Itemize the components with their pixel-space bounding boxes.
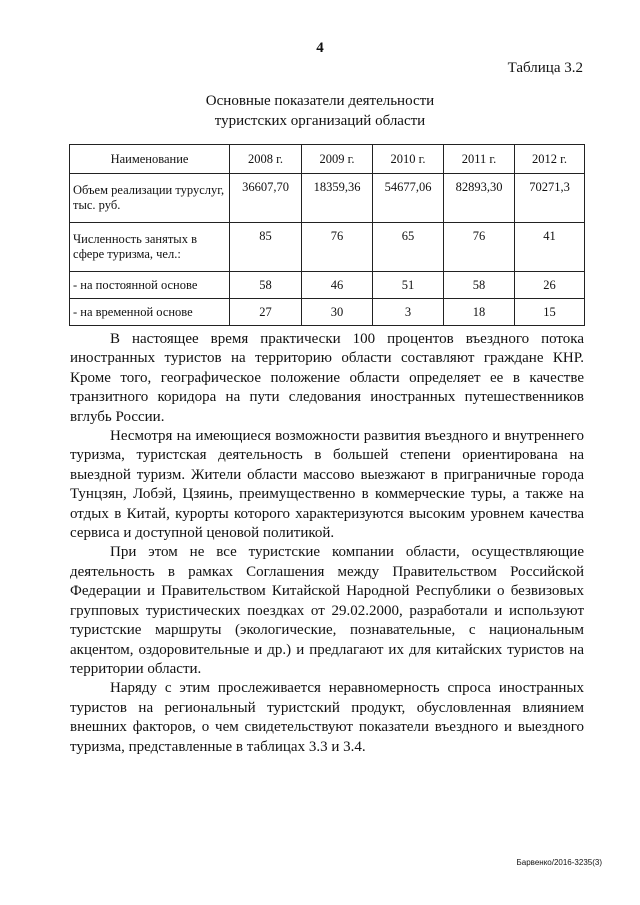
header-2009: 2009 г. — [302, 145, 373, 174]
cell-value: 15 — [515, 299, 585, 326]
cell-value: 46 — [302, 272, 373, 299]
header-2008: 2008 г. — [230, 145, 302, 174]
cell-value: 26 — [515, 272, 585, 299]
table-row — [70, 223, 585, 272]
row-name: Объем реализации туруслуг, тыс. руб. — [70, 174, 230, 223]
cell-value: 76 — [302, 223, 373, 272]
cell-value: 36607,70 — [230, 174, 302, 223]
cell-value: 41 — [515, 223, 585, 272]
table-caption — [0, 91, 640, 131]
indicators-table — [69, 144, 585, 326]
table-label: Таблица 3.2 — [507, 60, 583, 76]
row-name: - на временной основе — [70, 299, 230, 326]
cell-value: 18359,36 — [302, 174, 373, 223]
row-name: - на постоянной основе — [70, 272, 230, 299]
cell-value: 85 — [230, 223, 302, 272]
paragraph: При этом не все туристские компании области, осуществляющие деятельность в рамках Соглашения между Правительством Российской Федерации и Правительством Китайской Народной Республики о безвизовых групповых туристических поездках от 29.02.2000, разработали и используют туристские маршруты (экологические, познавательные, с национальным акцентом, оздоровительные и др.) и предлагают их для китайских туристов на территории области. — [70, 544, 584, 677]
cell-value: 3 — [373, 299, 444, 326]
cell-value: 54677,06 — [373, 174, 444, 223]
cell-value: 76 — [444, 223, 515, 272]
header-2011: 2011 г. — [444, 145, 515, 174]
paragraph: Наряду с этим прослеживается неравномерность спроса иностранных туристов на региональный туристский продукт, обусловленная влиянием внешних факторов, о чем свидетельствуют показатели въездного и выездного туризма, представленные в таблицах 3.3 и 3.4. — [70, 680, 584, 755]
cell-value: 27 — [230, 299, 302, 326]
cell-value: 82893,30 — [444, 174, 515, 223]
cell-value: 51 — [373, 272, 444, 299]
table-row — [70, 272, 585, 299]
cell-value: 58 — [444, 272, 515, 299]
document-code: Барвенко/2016-3235(3) — [516, 858, 602, 867]
header-2012: 2012 г. — [515, 145, 585, 174]
table-row — [70, 299, 585, 326]
table-row — [70, 174, 585, 223]
page-number: 4 — [316, 40, 324, 56]
header-name: Наименование — [70, 145, 230, 174]
cell-value: 58 — [230, 272, 302, 299]
paragraph: Несмотря на имеющиеся возможности развития въездного и внутреннего туризма, туристская деятельность в большей степени ориентирована на выездной туризм. Жители области массово выезжают в приграничные города Тунцзян, Лобэй, Цзяинь, преимущественно в коммерческие туры, а также на отдых в Китай, курорты которого характеризуются высоким уровнем качества сервиса и доступной ценовой политикой. — [70, 428, 584, 542]
table-caption-line1: Основные показатели деятельности — [205, 93, 435, 109]
paragraph: В настоящее время практически 100 процентов въездного потока иностранных туристов на территорию области составляют граждане КНР. Кроме того, географическое положение области определяет ее в качестве транзитного коридора на пути следования иностранных путешественников вглубь России. — [70, 331, 584, 425]
row-name: Численность занятых в сфере туризма, чел.: — [70, 223, 230, 272]
table-caption-line2: туристских организаций области — [214, 113, 426, 129]
cell-value: 30 — [302, 299, 373, 326]
cell-value: 70271,3 — [515, 174, 585, 223]
table-header-row — [70, 145, 585, 174]
cell-value: 65 — [373, 223, 444, 272]
body-text — [70, 330, 584, 757]
header-2010: 2010 г. — [373, 145, 444, 174]
cell-value: 18 — [444, 299, 515, 326]
